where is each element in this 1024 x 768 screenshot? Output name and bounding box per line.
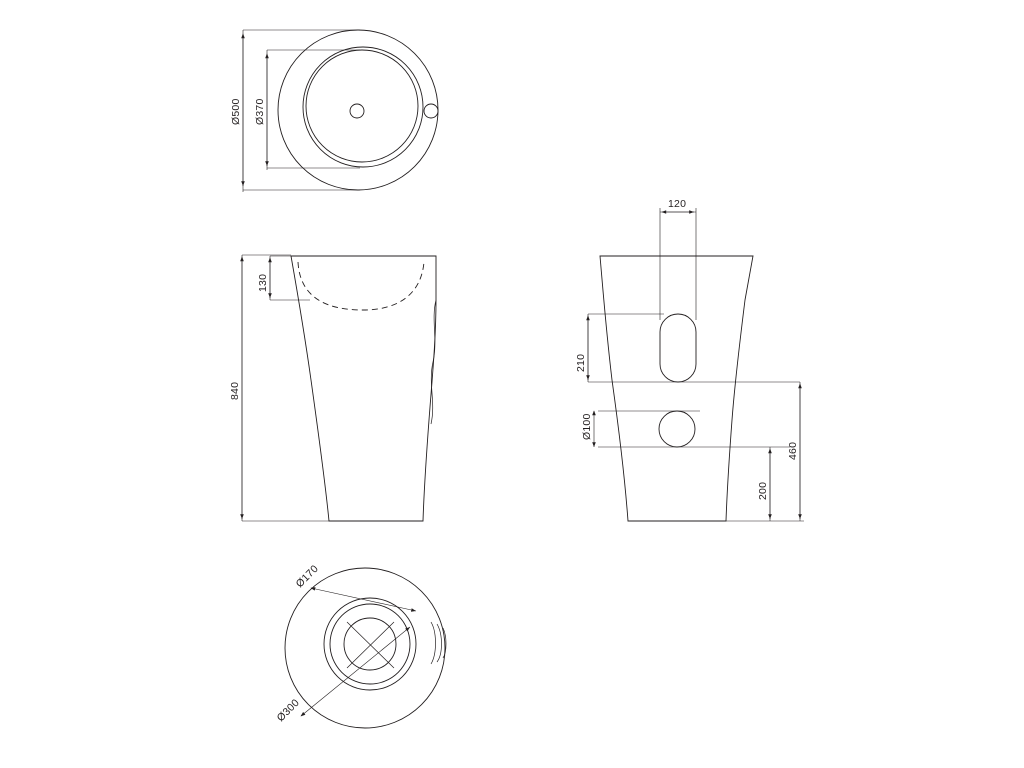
view-front — [229, 255, 436, 521]
view-side — [575, 198, 804, 521]
dimension-d370 — [254, 50, 360, 170]
dimension-label-h460: 460 — [787, 441, 799, 460]
dimension-label-w120: 120 — [668, 198, 687, 210]
dimension-label-h840: 840 — [229, 381, 241, 400]
dimension-label-d170: Ø170 — [293, 562, 321, 591]
dimension-label-d370: Ø370 — [254, 98, 266, 125]
dimension-h130 — [257, 256, 310, 300]
dimension-w120 — [660, 198, 696, 320]
dimension-label-d300: Ø300 — [274, 696, 302, 725]
dimension-d300 — [275, 627, 410, 724]
dimension-label-h130: 130 — [257, 273, 269, 292]
dimension-label-d100: Ø100 — [581, 413, 593, 440]
view-top — [230, 30, 438, 192]
dimension-d100 — [581, 411, 790, 447]
view-bottom — [275, 563, 446, 728]
dimension-label-d500: Ø500 — [230, 98, 242, 125]
dimension-h840 — [229, 255, 330, 521]
dimension-h200 — [757, 447, 770, 521]
dimension-label-h210: 210 — [575, 353, 587, 372]
dimension-d170 — [294, 563, 416, 611]
dimension-label-h200: 200 — [757, 481, 769, 500]
